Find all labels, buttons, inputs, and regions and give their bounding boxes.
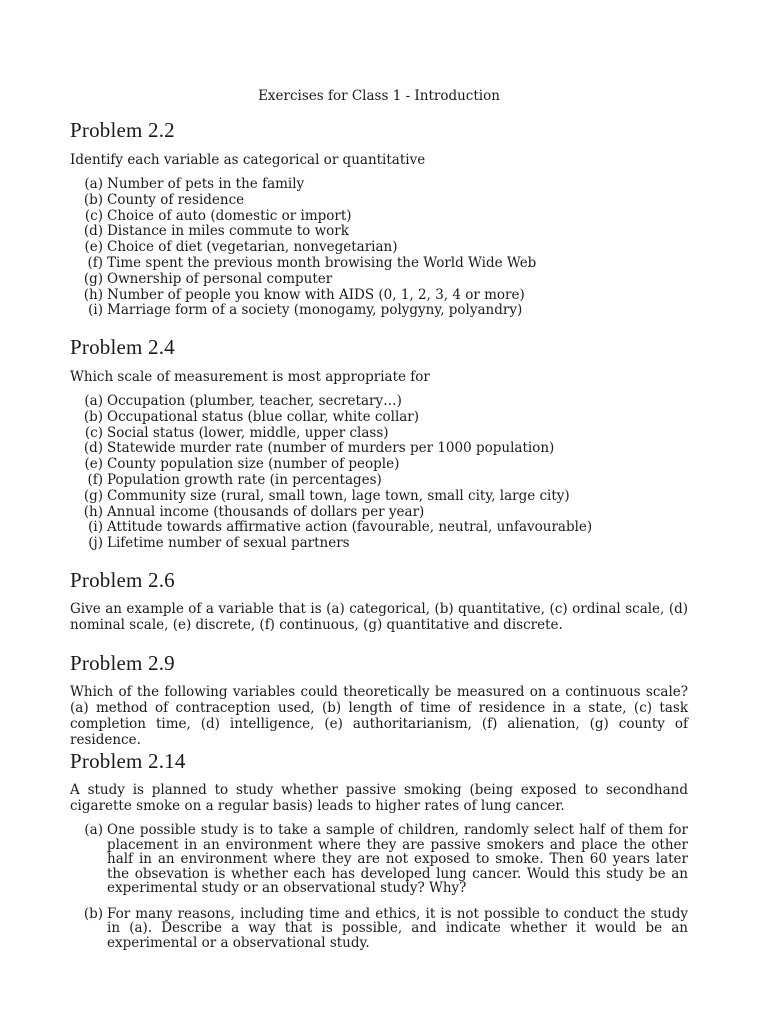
item-marker: (d) bbox=[83, 223, 103, 240]
item-text: Statewide murder rate (number of murders per 1000 population) bbox=[107, 440, 555, 457]
item-text: Occupation (plumber, teacher, secretary…) bbox=[107, 393, 402, 409]
item-marker: (e) bbox=[84, 239, 103, 256]
list-item bbox=[70, 441, 688, 457]
item-text: Number of pets in the family bbox=[107, 176, 305, 192]
list-item bbox=[70, 256, 688, 272]
item-marker: (d) bbox=[83, 440, 103, 457]
item-text: Population growth rate (in percentages) bbox=[107, 471, 382, 488]
item-marker: (c) bbox=[84, 207, 103, 224]
item-text: Marriage form of a society (monogamy, polygyny, polyandry) bbox=[107, 302, 523, 319]
item-marker: (f) bbox=[87, 471, 103, 488]
list-item bbox=[70, 193, 688, 209]
item-marker: (b) bbox=[83, 408, 103, 425]
item-text: Annual income (thousands of dollars per year) bbox=[107, 503, 425, 520]
problem-prompt: Give an example of a variable that is (a) categorical, (b) quantitative, (c) ordinal scale, (d) nominal scale, (e) discrete, (f) continuous, (g) quantitative and discrete. bbox=[70, 601, 688, 633]
item-marker: (a) bbox=[84, 393, 103, 409]
problem-item-list bbox=[70, 177, 688, 319]
item-marker: (g) bbox=[83, 270, 103, 287]
list-item bbox=[70, 489, 688, 505]
problem-heading: Problem 2.6 bbox=[70, 568, 175, 592]
problem-item-list bbox=[70, 394, 688, 552]
list-item bbox=[70, 426, 688, 442]
list-item bbox=[70, 536, 688, 552]
item-text: For many reasons, including time and ethics, it is not possible to conduct the study in (a). Describe a way that is possible, and indicate whether it would be an experimental or a observational study. bbox=[107, 905, 688, 951]
item-text: Time spent the previous month browising the World Wide Web bbox=[107, 254, 537, 271]
list-item bbox=[70, 288, 688, 304]
problem-2-6 bbox=[70, 567, 688, 633]
item-marker: (i) bbox=[88, 519, 103, 536]
item-text: Attitude towards affirmative action (favourable, neutral, unfavourable) bbox=[107, 519, 593, 536]
list-item bbox=[70, 457, 688, 473]
item-text: One possible study is to take a sample of children, randomly select half of them for placement in an environment where they are passive smokers and place the other half in an environment where they are not exposed to smoke. Then 60 years later the obsevation is whether each has developed lung cancer. Would this study be an experimental study or an observational study? Why? bbox=[107, 822, 688, 896]
item-text: Choice of auto (domestic or import) bbox=[107, 207, 352, 224]
list-item bbox=[70, 505, 688, 521]
problem-item-list bbox=[70, 823, 688, 950]
item-marker: (c) bbox=[84, 424, 103, 441]
item-text: Lifetime number of sexual partners bbox=[107, 535, 350, 552]
problem-heading: Problem 2.4 bbox=[70, 335, 175, 359]
problem-prompt: Which scale of measurement is most appropriate for bbox=[70, 369, 430, 385]
item-marker: (j) bbox=[88, 535, 103, 552]
list-item bbox=[70, 394, 688, 410]
item-marker: (b) bbox=[83, 905, 103, 922]
list-item bbox=[70, 177, 688, 193]
list-item bbox=[70, 224, 688, 240]
list-item bbox=[70, 272, 688, 288]
item-marker: (h) bbox=[83, 503, 103, 520]
item-marker: (a) bbox=[84, 822, 103, 838]
list-item bbox=[70, 520, 688, 536]
problem-heading: Problem 2.2 bbox=[70, 118, 175, 142]
item-text: Choice of diet (vegetarian, nonvegetarian) bbox=[107, 239, 398, 256]
problem-heading: Problem 2.9 bbox=[70, 651, 175, 675]
list-item bbox=[70, 303, 688, 319]
item-marker: (h) bbox=[83, 286, 103, 303]
list-item bbox=[70, 473, 688, 489]
item-text: Number of people you know with AIDS (0, 1, 2, 3, 4 or more) bbox=[107, 286, 525, 303]
problem-heading: Problem 2.14 bbox=[70, 749, 186, 773]
item-text: Occupational status (blue collar, white collar) bbox=[107, 408, 420, 425]
list-item bbox=[70, 823, 688, 896]
item-text: Ownership of personal computer bbox=[107, 270, 333, 287]
document-title: Exercises for Class 1 - Introduction bbox=[258, 88, 500, 104]
item-marker: (g) bbox=[83, 487, 103, 504]
list-item bbox=[70, 209, 688, 225]
list-item bbox=[70, 410, 688, 426]
list-item bbox=[70, 240, 688, 256]
problem-2-14 bbox=[70, 748, 688, 950]
item-text: County of residence bbox=[107, 191, 245, 208]
item-marker: (a) bbox=[84, 176, 103, 192]
problem-prompt: Which of the following variables could theoretically be measured on a continuous scale? (a) method of contraception used, (b) length of time of residence in a state, (c) task completion time, (d) intelligence, (e) authoritarianism, (f) alienation, (g) county of residence. bbox=[70, 684, 688, 748]
list-item bbox=[70, 907, 688, 951]
item-text: Distance in miles commute to work bbox=[107, 223, 349, 240]
item-text: Community size (rural, small town, lage town, small city, large city) bbox=[107, 487, 570, 504]
item-marker: (i) bbox=[88, 302, 103, 319]
problem-2-9 bbox=[70, 650, 688, 748]
item-text: Social status (lower, middle, upper class) bbox=[107, 424, 389, 441]
item-text: County population size (number of people) bbox=[107, 456, 400, 473]
item-marker: (e) bbox=[84, 456, 103, 473]
problem-2-2 bbox=[70, 117, 688, 319]
problem-prompt: Identify each variable as categorical or quantitative bbox=[70, 152, 426, 168]
item-marker: (b) bbox=[83, 191, 103, 208]
problem-2-4 bbox=[70, 334, 688, 552]
problem-prompt: A study is planned to study whether passive smoking (being exposed to secondhand cigarette smoke on a regular basis) leads to higher rates of lung cancer. bbox=[70, 782, 688, 814]
item-marker: (f) bbox=[87, 254, 103, 271]
